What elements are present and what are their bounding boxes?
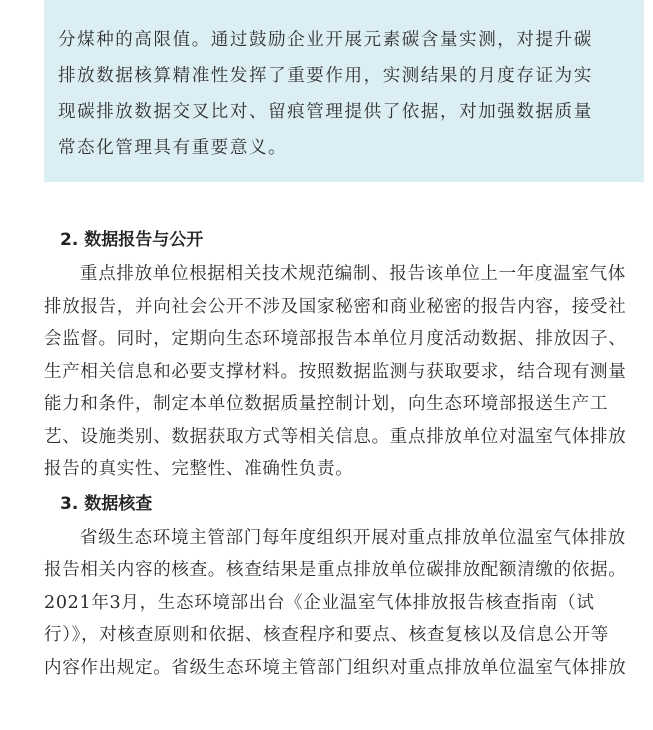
- section-heading-data-reporting: 2. 数据报告与公开: [60, 230, 204, 250]
- section-heading-data-verification: 3. 数据核查: [60, 493, 153, 514]
- article-body: [44, 222, 644, 684]
- paragraph-line: 省级生态环境主管部门每年度组织开展对重点排放单位温室气体排放: [80, 527, 626, 548]
- paragraph-line: 艺、设施类别、数据获取方式等相关信息。重点排放单位对温室气体排放: [44, 426, 627, 447]
- paragraph-line: 2021年3月，生态环境部出台《企业温室气体排放报告核查指南（试: [44, 592, 595, 613]
- callout-line: 常态化管理具有重要意义。: [58, 138, 288, 158]
- callout-line: 排放数据核算精准性发挥了重要作用，实测结果的月度存证为实: [58, 66, 593, 86]
- paragraph-line: 能力和条件，制定本单位数据质量控制计划，向生态环境部报送生产工: [44, 394, 609, 414]
- paragraph-line: 内容作出规定。省级生态环境主管部门组织对重点排放单位温室气体排放: [44, 657, 627, 678]
- paragraph-line: 生产相关信息和必要支撑材料。按照数据监测与获取要求，结合现有测量: [44, 361, 627, 382]
- paragraph-line: 报告的真实性、完整性、准确性负责。: [44, 459, 354, 479]
- paragraph-line: 重点排放单位根据相关技术规范编制、报告该单位上一年度温室气体: [80, 264, 626, 284]
- paragraph-line: 行）》，对核查原则和依据、核查程序和要点、核查复核以及信息公开等: [44, 625, 609, 645]
- callout-line: 分煤种的高限值。通过鼓励企业开展元素碳含量实测，对提升碳: [58, 30, 593, 50]
- paragraph-line: 会监督。同时，定期向生态环境部报告本单位月度活动数据、排放因子、: [44, 329, 627, 349]
- paragraph-data-verification: [44, 522, 644, 685]
- callout-box: [44, 0, 644, 182]
- paragraph-line: 报告相关内容的核查。核查结果是重点排放单位碳排放配额清缴的依据。: [44, 560, 627, 580]
- paragraph-line: 排放报告，并向社会公开不涉及国家秘密和商业秘密的报告内容，接受社: [44, 296, 627, 317]
- callout-line: 现碳排放数据交叉比对、留痕管理提供了依据，对加强数据质量: [58, 102, 593, 122]
- paragraph-data-reporting: [44, 258, 644, 486]
